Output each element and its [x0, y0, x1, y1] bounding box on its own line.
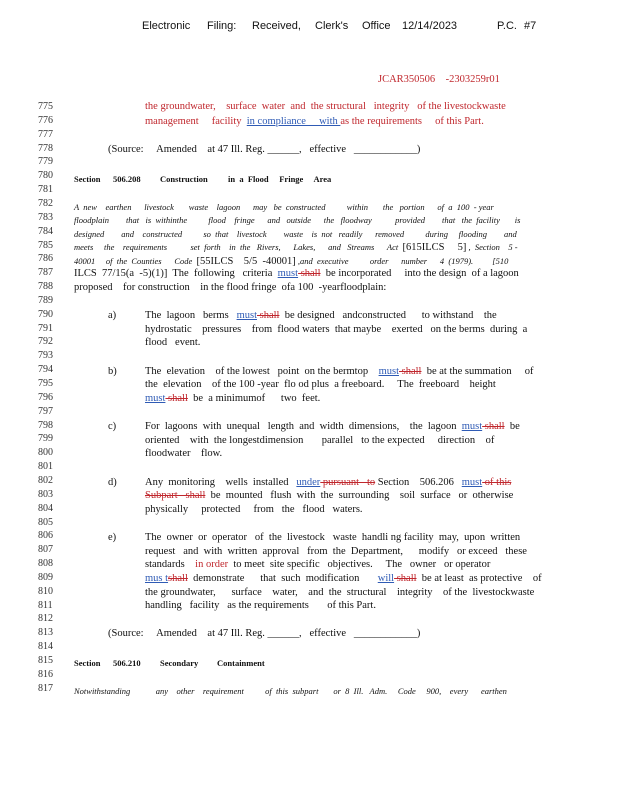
header-word: Electronic	[142, 20, 191, 32]
line-number: 802	[38, 474, 53, 486]
line-number: 784	[38, 225, 53, 237]
section-number: 506.210	[113, 658, 141, 668]
line-number: 813	[38, 627, 53, 639]
text-line	[145, 490, 513, 502]
header-pc: P.C.	[497, 20, 517, 32]
citation: [615ILCS 5]	[402, 242, 467, 253]
deleted-text: pursuant to	[320, 477, 376, 488]
text-run: standards	[145, 559, 196, 570]
text-line	[74, 268, 519, 280]
text-run: management facility	[145, 116, 247, 127]
line-number: 777	[38, 128, 53, 140]
text-run: be	[504, 421, 520, 432]
text-run: be at least as protective of	[416, 573, 542, 584]
text-run: be a minimumof two feet.	[187, 393, 321, 404]
inserted-text: must	[461, 477, 483, 488]
text-line: Notwithstanding any other requirement of this subpart or 8 Ill. Adm. Code 900, every earthen	[74, 686, 507, 696]
line-number: 799	[38, 433, 53, 445]
deleted-text: shall	[482, 421, 505, 432]
text-line: the groundwater, surface water, and the structural integrity of the livestockwaste	[145, 587, 535, 598]
text-run: ILCS 77/15(a -5)(1)] The following criteria	[74, 268, 278, 279]
line-number: 798	[38, 419, 53, 431]
source-note: (Source: Amended at 47 Ill. Reg. ______, effective ____________)	[108, 628, 421, 639]
line-number: 796	[38, 391, 53, 403]
text-line	[74, 241, 518, 254]
line-number: 816	[38, 668, 53, 680]
inserted-text: must	[378, 366, 399, 377]
text-line: floodwater flow.	[145, 448, 223, 459]
header-word: Clerk's	[315, 20, 349, 32]
line-number: 778	[38, 142, 53, 154]
deleted-text: shall	[165, 393, 188, 404]
line-number: 814	[38, 641, 53, 653]
line-number: 805	[38, 516, 53, 528]
line-number: 788	[38, 281, 53, 292]
line-number: 794	[38, 364, 53, 376]
text-line	[145, 477, 511, 489]
line-number: 787	[38, 267, 53, 279]
line-number: 806	[38, 530, 53, 542]
text-line	[145, 421, 520, 433]
line-number: 808	[38, 558, 53, 569]
line-number: 775	[38, 101, 53, 112]
line-number: 800	[38, 447, 53, 459]
header-date: 12/14/2023	[402, 20, 458, 32]
line-number: 790	[38, 308, 53, 320]
item-label: c)	[108, 421, 117, 432]
text-run: Section 506.206	[375, 477, 462, 488]
text-line: floodplain that is withinthe flood fringe and outside the floodway provided that the facility is	[74, 215, 521, 225]
text-line: proposed for construction in the flood fringe ofa 100 -yearfloodplain:	[74, 282, 387, 293]
item-label: b)	[108, 366, 117, 377]
line-number: 780	[38, 170, 53, 182]
deleted-text: shall	[399, 366, 422, 377]
line-number: 785	[38, 239, 53, 251]
text-run: The lagoon berms	[145, 310, 237, 321]
line-number: 809	[38, 571, 53, 583]
line-number: 782	[38, 197, 53, 209]
text-run: be designed andconstructed to withstand the	[279, 310, 497, 321]
item-label: d)	[108, 477, 117, 488]
text-run: to meet site specific objectives. The owner or operator	[228, 559, 491, 570]
text-run: ,and executive order number 4 (1979). [510	[295, 256, 509, 266]
source-note: (Source: Amended at 47 Ill. Reg. ______, effective ____________)	[108, 144, 421, 155]
text-run: For lagoons with unequal length and width dimensions, the lagoon	[145, 421, 462, 432]
text-line: flood event.	[145, 337, 201, 348]
text-run: , Section 5 -	[466, 242, 518, 252]
text-line: physically protected from the flood waters.	[145, 504, 363, 515]
line-number: 783	[38, 211, 53, 223]
deleted-text: of this	[482, 477, 512, 488]
item-label: a)	[108, 310, 117, 321]
text-line	[145, 393, 320, 405]
inserted-text: must	[236, 310, 257, 321]
text-line: oriented with the longestdimension parallel to the expected direction of	[145, 435, 495, 446]
text-run: Any monitoring wells installed	[145, 477, 297, 488]
section-label: Section	[74, 174, 101, 184]
header-word: Office	[362, 20, 391, 32]
item-label: e)	[108, 532, 117, 543]
line-number: 801	[38, 461, 53, 473]
inserted-text: mus t	[145, 573, 169, 584]
line-number: 795	[38, 378, 53, 389]
section-title: in a Flood Fringe Area	[228, 174, 332, 184]
section-label: Section	[74, 658, 101, 668]
line-number: 789	[38, 294, 53, 306]
text-line: hydrostatic pressures from flood waters that maybe exerted on the berms during a	[145, 324, 528, 335]
section-title: Containment	[217, 658, 265, 668]
citation: [55ILCS 5/5 -40001]	[196, 256, 296, 267]
text-line: handling facility as the requirements of this Part.	[145, 600, 376, 611]
text-line: request and with written approval from the Department, modify or exceed these	[145, 546, 527, 557]
document-id: JCAR350506 -2303259r01	[378, 74, 500, 85]
text-run: be incorporated into the design of a lagoon	[320, 268, 519, 279]
line-number: 804	[38, 502, 53, 514]
line-number: 817	[38, 682, 53, 694]
text-line	[145, 366, 533, 378]
line-number: 815	[38, 655, 53, 666]
deleted-text: Subpart shall	[145, 490, 206, 501]
line-number: 793	[38, 350, 53, 362]
text-run: The elevation of the lowest point on the bermtop	[145, 366, 379, 377]
line-number: 791	[38, 322, 53, 334]
deleted-text: shall	[168, 573, 188, 584]
line-number: 786	[38, 253, 53, 265]
header-pc-number: #7	[524, 20, 537, 32]
line-number: 812	[38, 613, 53, 625]
deleted-text: shall	[256, 310, 280, 321]
inserted-text: must	[145, 393, 166, 404]
inserted-text: in order	[195, 559, 229, 570]
text-line	[145, 310, 497, 322]
text-line: the groundwater, surface water and the structural integrity of the livestockwaste	[145, 101, 506, 112]
line-number: 811	[38, 599, 53, 611]
line-number: 779	[38, 156, 53, 168]
text-line: The owner or operator of the livestock waste handli ng facility may, upon written	[145, 532, 521, 543]
inserted-text: under	[296, 477, 321, 488]
text-line	[145, 573, 542, 585]
deleted-text: shall	[298, 268, 321, 279]
line-number: 797	[38, 405, 53, 417]
section-number: 506.208	[113, 174, 141, 184]
inserted-text: in compliance with	[246, 116, 341, 127]
line-number: 803	[38, 488, 53, 500]
text-line: the elevation of the 100 -year flo od plus a freeboard. The freeboard height	[145, 379, 496, 390]
text-run: as the requirements of this Part.	[340, 116, 484, 127]
deleted-text: shall	[394, 573, 417, 584]
text-run: meets the requirements set forth in the Rivers, Lakes, and Streams Act	[74, 242, 403, 252]
text-line: A new earthen livestock waste lagoon may be constructed within the portion of a 100 - year	[74, 202, 494, 212]
text-line	[145, 559, 490, 571]
line-number: 776	[38, 114, 53, 126]
text-line	[145, 116, 484, 128]
text-run: demonstrate that such modification	[187, 573, 378, 584]
text-run: 40001 of the Counties Code	[74, 256, 197, 266]
header-word: Filing:	[207, 20, 237, 32]
inserted-text: will	[377, 573, 395, 584]
text-line	[74, 255, 508, 268]
text-run: be mounted flush with the surrounding soil surface or otherwise	[205, 490, 514, 501]
line-number: 810	[38, 585, 53, 597]
inserted-text: must	[461, 421, 483, 432]
header-word: Received,	[252, 20, 301, 32]
section-title: Secondary	[160, 658, 199, 668]
inserted-text: must	[277, 268, 299, 279]
line-number: 807	[38, 544, 53, 556]
text-run: be at the summation of	[421, 366, 534, 377]
line-number: 792	[38, 336, 53, 348]
text-line: designed and constructed so that livestock waste is not readily removed during flooding and	[74, 229, 517, 239]
line-number: 781	[38, 184, 53, 196]
section-title: Construction	[160, 174, 208, 184]
